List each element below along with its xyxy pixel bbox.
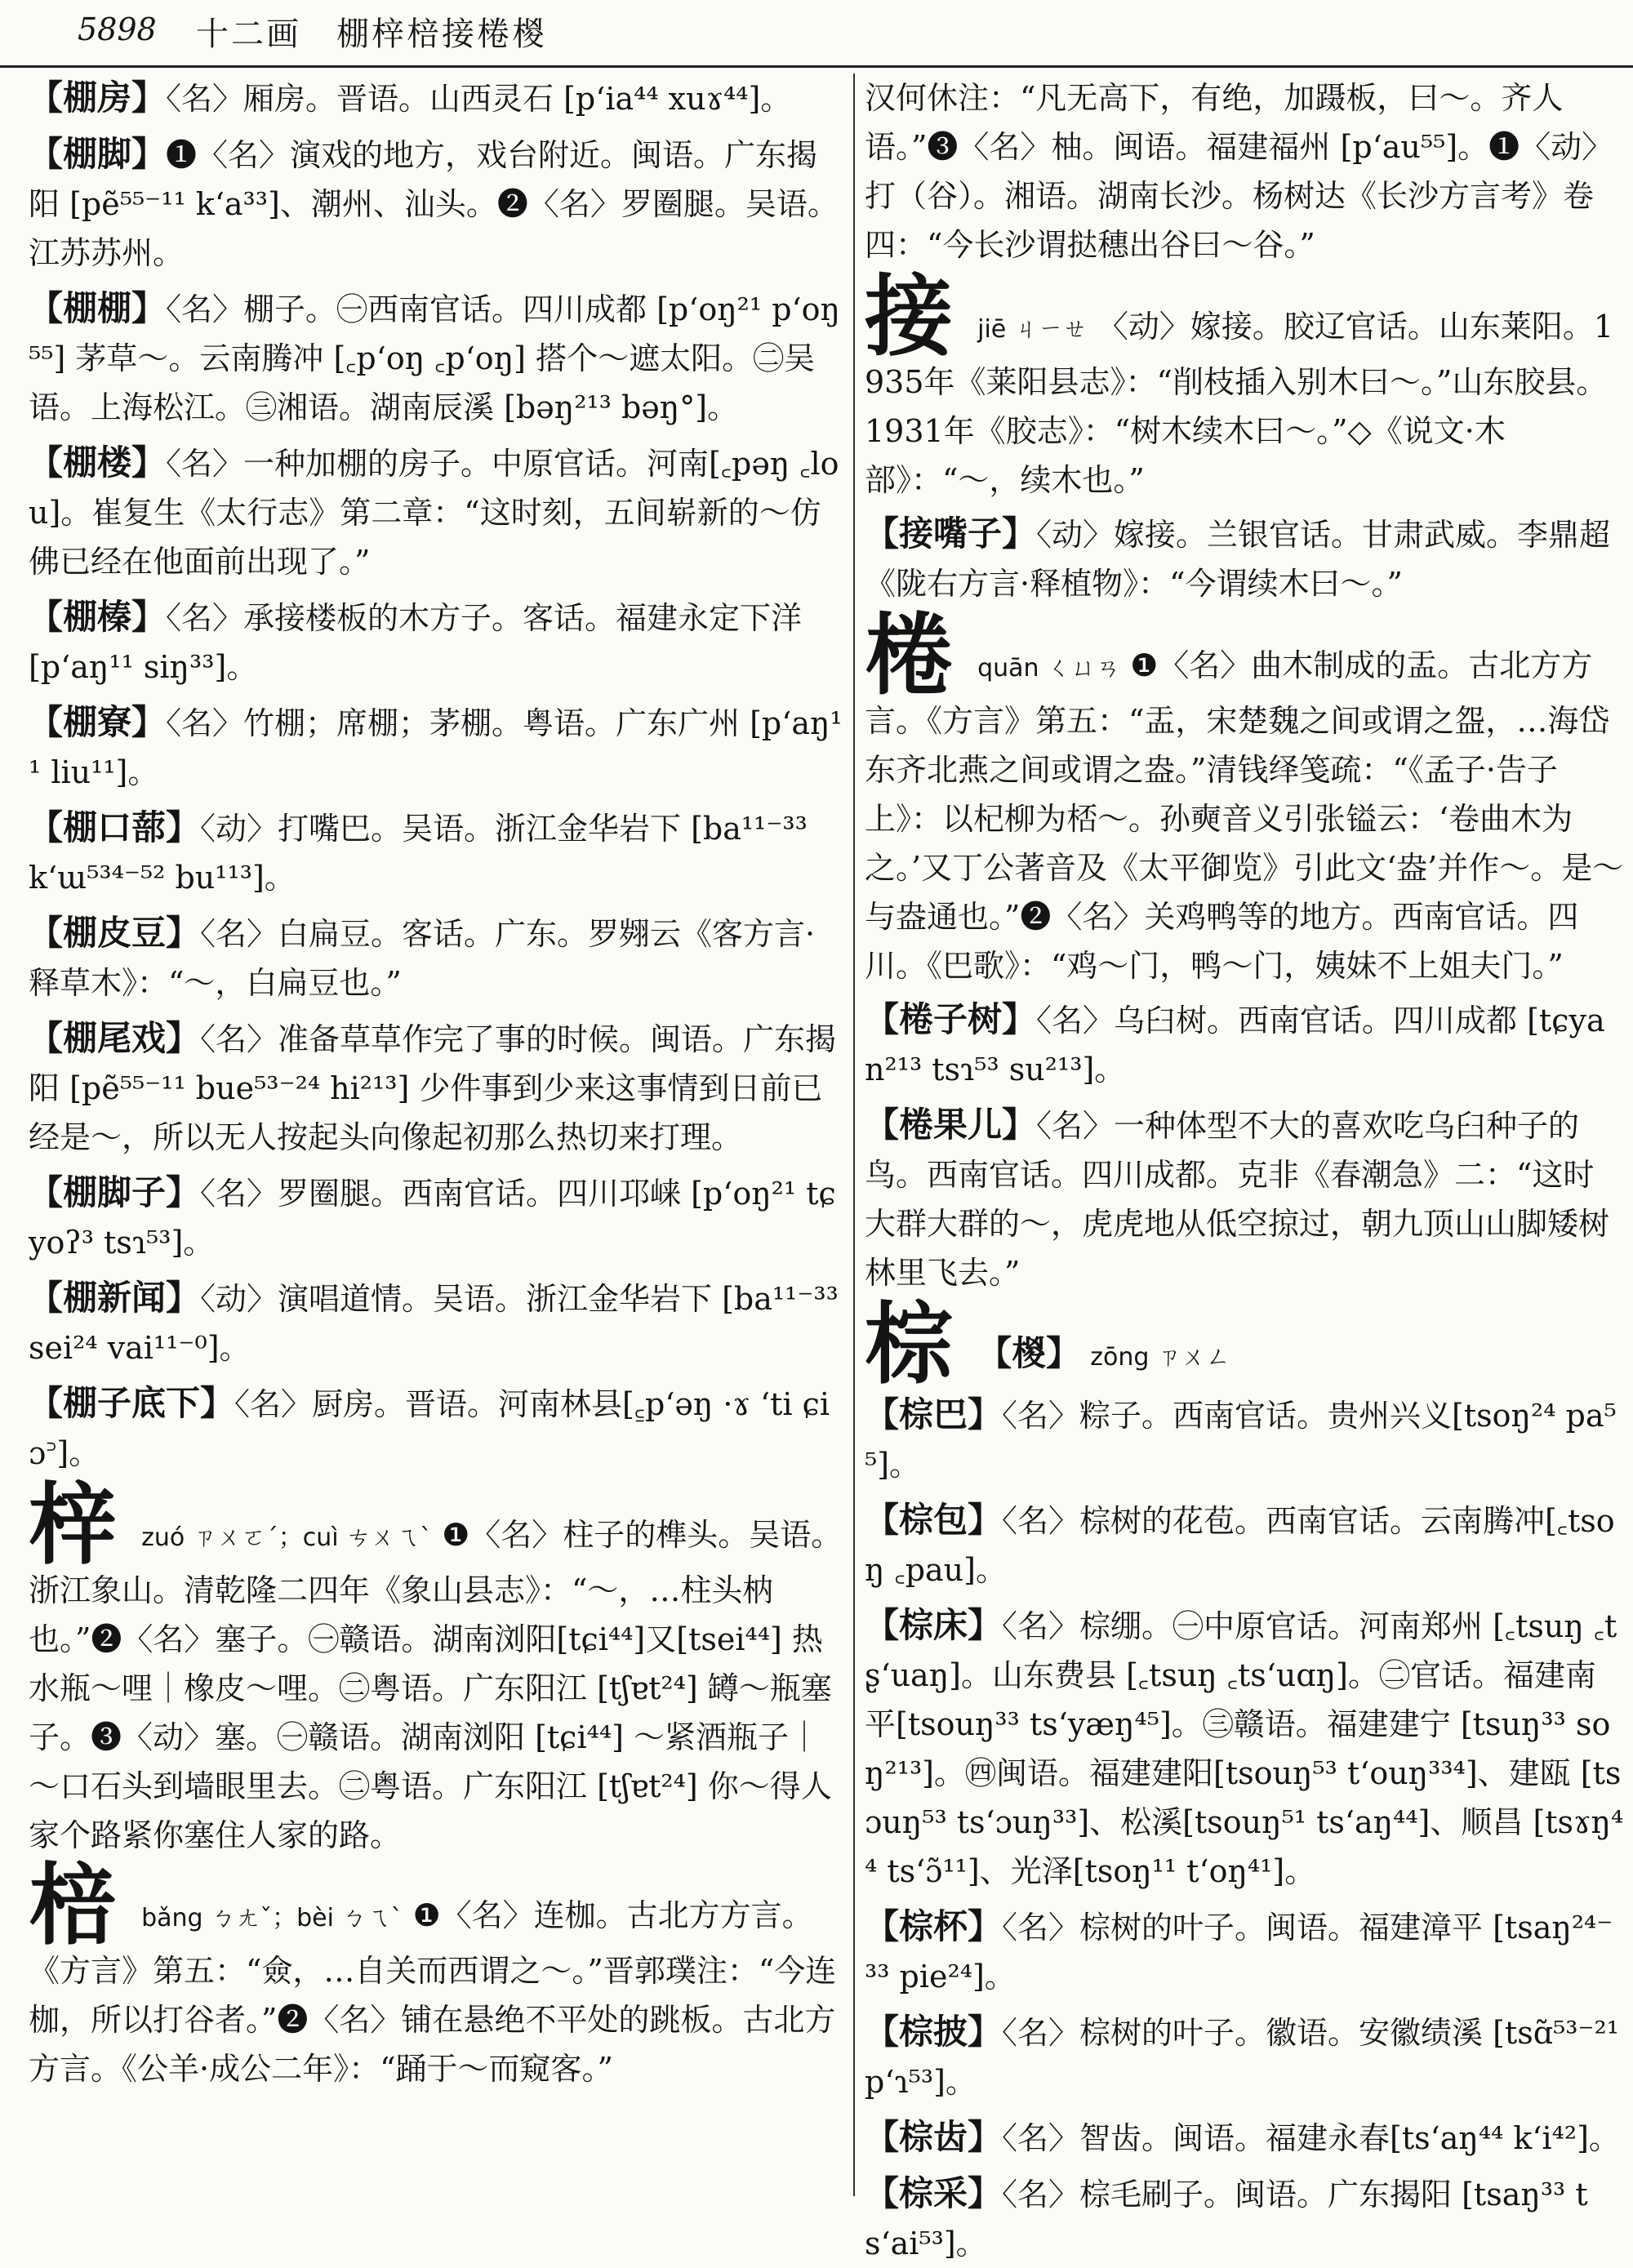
pronunciation: bǎng ㄅㄤˇ；bèi ㄅㄟˋ <box>141 1904 403 1932</box>
dictionary-entry <box>865 1496 1624 1594</box>
entry-headword: 【棚口蔀】 <box>29 807 201 847</box>
dictionary-entry <box>865 1601 1624 1896</box>
entry-headword: 【棚脚子】 <box>29 1172 201 1212</box>
entry-headword: 【棕包】 <box>865 1500 1003 1540</box>
entry-text: 〈名〉棕绷。㊀中原官话。河南郑州 [꜀tsuŋ ꜀tʂ‘uaŋ]。山东费县 [꜀tsuŋ ꜀ts‘uɑŋ]。㊁官话。福建南平[tsouŋ³³ ts‘yæŋ⁴⁵]。㊂赣语。福建建宁 [tsuŋ³³ soŋ²¹³]。㊃闽语。福建建阳[tsouŋ⁵³ t‘ouŋ³³⁴]、建瓯 [tsɔuŋ⁵³ ts‘ɔuŋ³³]、松溪[tsouŋ⁵¹ ts‘aŋ⁴⁴]、顺昌 [tsɤŋ⁴⁴ ts‘ɔ̃¹¹]、光泽[tsoŋ¹¹ t‘oŋ⁴¹]。 <box>865 1608 1624 1889</box>
entry-text: 〈名〉准备草草作完了事的时候。闽语。广东揭阳 [pẽ⁵⁵⁻¹¹ bue⁵³⁻²⁴ hi²¹³] 少件事到少来这事情到日前已经是～，所以无人按起头向像起初那么热切来打理。 <box>29 1021 837 1155</box>
dictionary-entry <box>29 909 845 1007</box>
entry-headword: 【棕披】 <box>865 2012 1003 2052</box>
entry-text: 〈名〉棕树的叶子。闽语。福建漳平 [tsaŋ²⁴⁻³³ pie²⁴]。 <box>865 1910 1613 1995</box>
continued-text: 汉何休注：“凡无高下，有绝，加蹑板，曰～。齐人语。”❸〈名〉柚。闽语。福建福州 [p‘au⁵⁵]。❶〈动〉打（谷）。湘语。湖南长沙。杨树达《长沙方言考》卷四：“今长沙谓挞穗出谷曰～谷。” <box>865 80 1613 263</box>
running-header <box>0 0 1633 68</box>
entry-headword: 【棚棚】 <box>29 288 167 328</box>
pronunciation: zōng ㄗㄨㄥ <box>1090 1343 1230 1372</box>
entry-list-zong <box>865 1390 1624 2268</box>
entry-headword: 【棕采】 <box>865 2173 1003 2213</box>
definition-text: ❶〈名〉连枷。古北方方言。《方言》第五：“僉，…自关而西谓之～。”晋郭璞注：“今连枷，所以打谷者。”❷〈名〉铺在悬绝不平处的跳板。古北方方言。《公羊·成公二年》：“踊于～而窥客。” <box>29 1897 837 2087</box>
dictionary-entry <box>29 698 845 797</box>
dictionary-entry <box>865 2008 1624 2106</box>
entry-headword: 【棬果儿】 <box>865 1105 1037 1145</box>
entry-text: 〈名〉棕毛刷子。闽语。广东揭阳 [tsaŋ³³ ts‘ai⁵³]。 <box>865 2177 1588 2261</box>
definition-text: ❶〈名〉柱子的榫头。吴语。浙江象山。清乾隆二四年《象山县志》：“～，…柱头枘也。”❷〈名〉塞子。㊀赣语。湖南浏阳[tɕi⁴⁴]又[tsei⁴⁴] 热水瓶～哩｜橡皮～哩。㊁粤语。广东阳江 [tʃɐt²⁴] 罇～瓶塞子。❸〈动〉塞。㊀赣语。湖南浏阳 [tɕi⁴⁴] ～紧酒瓶子｜～口石头到墙眼里去。㊁粤语。广东阳江 [tʃɐt²⁴] 你～得人家个路紧你塞住人家的路。 <box>29 1517 843 1853</box>
dictionary-entry <box>29 593 845 692</box>
head-character-bang <box>29 1854 845 2093</box>
entry-headword: 【棚楼】 <box>29 442 167 483</box>
entry-text: 〈名〉承接楼板的木方子。客话。福建永定下洋 [p‘aŋ¹¹ siŋ³³]。 <box>29 600 803 685</box>
dictionary-entry <box>29 1274 845 1372</box>
entry-headword: 【棚寮】 <box>29 702 167 742</box>
variant-char: 【椶】 <box>977 1333 1081 1373</box>
dictionary-entry <box>29 1014 845 1162</box>
head-char: 梓 <box>29 1474 118 1576</box>
pronunciation: zuó ㄗㄨㄛˊ；cuì ㄘㄨㄟˋ <box>141 1523 433 1552</box>
dictionary-entry <box>865 1902 1624 2001</box>
dictionary-entry <box>865 509 1624 608</box>
entry-list-quan <box>865 995 1624 1297</box>
entry-headword: 【棚尾戏】 <box>29 1018 201 1058</box>
definition-text: 〈动〉嫁接。胶辽官话。山东莱阳。1935年《莱阳县志》：“削枝插入别木曰～。”山东胶县。1931年《胶志》：“树木续木曰～。”◇《说文·木部》：“～，续木也。” <box>865 309 1614 498</box>
page-number: 5898 <box>78 11 157 47</box>
head-char: 棓 <box>29 1854 118 1957</box>
dictionary-entry <box>865 2169 1624 2268</box>
dictionary-entry <box>29 130 845 278</box>
dictionary-entry <box>865 995 1624 1094</box>
dictionary-entry <box>29 1168 845 1267</box>
entry-headword: 【棚子底下】 <box>29 1383 235 1423</box>
dictionary-entry <box>865 2113 1624 2163</box>
entry-text: ❶〈名〉演戏的地方，戏台附近。闽语。广东揭阳 [pẽ⁵⁵⁻¹¹ k‘a³³]、潮州、汕头。❷〈名〉罗圈腿。吴语。江苏苏州。 <box>29 137 839 271</box>
head-character-jie <box>865 265 1624 505</box>
head-character-zuo <box>29 1474 845 1860</box>
entry-headword: 【棚皮豆】 <box>29 913 201 953</box>
dictionary-entry <box>865 1101 1624 1297</box>
pronunciation: quān ㄑㄩㄢ <box>977 654 1121 683</box>
dictionary-entry <box>29 284 845 432</box>
dictionary-entry <box>29 73 845 123</box>
entry-headword: 【棕巴】 <box>865 1394 1003 1434</box>
entry-text: 〈名〉厢房。晋语。山西灵石 [p‘ia⁴⁴ xuɤ⁴⁴]。 <box>166 81 792 117</box>
entry-text: 〈动〉演唱道情。吴语。浙江金华岩下 [ba¹¹⁻³³ sei²⁴ vai¹¹⁻⁰]。 <box>29 1281 839 1366</box>
entry-headword: 【棚房】 <box>29 78 167 118</box>
entry-headword: 【棕床】 <box>865 1605 1003 1645</box>
entry-text: 〈名〉白扁豆。客话。广东。罗翙云《客方言·释草木》：“～，白扁豆也。” <box>29 916 816 1001</box>
dictionary-entry <box>29 1379 845 1478</box>
left-column <box>29 73 845 2196</box>
dictionary-entry <box>865 1390 1624 1489</box>
entry-text: 〈名〉一种加棚的房子。中原官话。河南[꜀pəŋ ꜀lou]。崔复生《太行志》第二章：“这时刻，五间崭新的～仿佛已经在他面前出现了。” <box>29 446 839 580</box>
entry-text: 〈名〉粽子。西南官话。贵州兴义[tsoŋ²⁴ pa⁵⁵]。 <box>865 1398 1617 1483</box>
entry-text: 〈名〉棕树的叶子。徽语。安徽绩溪 [tsɑ̃⁵³⁻²¹ p‘ɿ⁵³]。 <box>865 2015 1620 2100</box>
right-column <box>853 73 1624 2261</box>
entry-text: 〈名〉棚子。㊀西南官话。四川成都 [p‘oŋ²¹ p‘oŋ⁵⁵] 茅草～。云南腾冲 [꜀p‘oŋ ꜀p‘oŋ] 搭个～遮太阳。㊁吴语。上海松江。㊂湘语。湖南辰溪 [bəŋ²¹³ bəŋ°]。 <box>29 291 840 425</box>
head-character-zong <box>865 1293 1624 1396</box>
entry-headword: 【棚新闻】 <box>29 1278 201 1318</box>
entry-headword: 【棕杯】 <box>865 1906 1003 1946</box>
entry-text: 〈动〉嫁接。兰银官话。甘肃武威。李鼎超《陇右方言·释植物》：“今谓续木曰～。” <box>865 517 1611 602</box>
entry-headword: 【棕齿】 <box>865 2117 1003 2157</box>
entry-text: 〈名〉棕树的花苞。西南官话。云南腾冲[꜀tsoŋ ꜀pau]。 <box>865 1503 1615 1588</box>
entry-text: 〈名〉竹棚；席棚；茅棚。粤语。广东广州 [p‘aŋ¹¹ liu¹¹]。 <box>29 705 843 790</box>
head-character-quan <box>865 604 1624 990</box>
head-char: 接 <box>865 265 954 368</box>
head-char: 棬 <box>865 604 954 707</box>
entry-text: 〈名〉罗圈腿。西南官话。四川邛崃 [p‘oŋ²¹ tɕyoʔ³ tsɿ⁵³]。 <box>29 1176 836 1261</box>
entry-headword: 【棚脚】 <box>29 134 167 174</box>
running-title: 十二画 棚梓棓接棬椶 <box>196 16 547 53</box>
entry-headword: 【棬子树】 <box>865 999 1037 1039</box>
entry-headword: 【接嘴子】 <box>865 514 1037 554</box>
entry-text: 〈名〉一种体型不大的喜欢吃乌臼种子的鸟。西南官话。四川成都。克非《春潮急》二：“这时大群大群的～，虎虎地从低空掠过，朝九顶山山脚矮树林里飞去。” <box>865 1108 1610 1291</box>
pronunciation: jiē ㄐㄧㄝ <box>977 315 1088 344</box>
entry-text: 〈名〉智齿。闽语。福建永春[ts‘aŋ⁴⁴ k‘i⁴²]。 <box>1002 2120 1620 2156</box>
entry-text: 〈动〉打嘴巴。吴语。浙江金华岩下 [ba¹¹⁻³³ k‘ɯ⁵³⁴⁻⁵² bu¹¹³]。 <box>29 811 808 896</box>
entry-text: 〈名〉乌臼树。西南官话。四川成都 [tɕyan²¹³ tsɿ⁵³ su²¹³]。 <box>865 1003 1605 1087</box>
head-char: 棕 <box>865 1293 954 1396</box>
entry-headword: 【棚榛】 <box>29 597 167 637</box>
definition-text: ❶〈名〉曲木制成的盂。古北方方言。《方言》第五：“盂，宋楚魏之间或谓之盌，…海岱东齐北燕之间或谓之盎。”清钱绎笺疏：“《孟子·告子上》：以杞柳为桮～。孙奭音义引张镒云：‘卷曲木为之。’又丁公著音及《太平御览》引此文‘盎’并作～。是～与盎通也。”❷〈名〉关鸡鸭等的地方。西南官话。四川。《巴歌》：“鸡～门，鸭～门，姨妹不上姐夫门。” <box>865 647 1624 984</box>
dictionary-entry <box>29 803 845 902</box>
entry-list-peng <box>29 73 845 1478</box>
entry-text: 〈名〉厨房。晋语。河南林县[꜁p‘əŋ ·ɤ ‘ti ɕiɔ꜄]。 <box>29 1386 830 1471</box>
dictionary-entry <box>29 438 845 586</box>
